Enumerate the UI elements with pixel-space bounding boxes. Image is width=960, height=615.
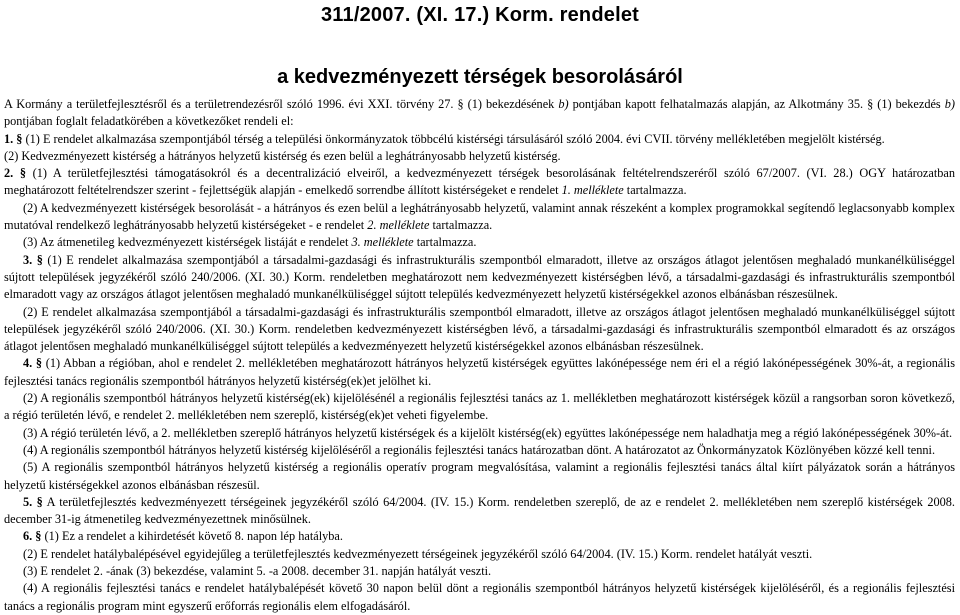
document-body bbox=[4, 96, 955, 615]
paragraph-text: tartalmazza. bbox=[432, 218, 493, 233]
section-6-paragraph-3 bbox=[4, 563, 955, 580]
paragraph-text: (5) A regionális szempontból hátrányos helyzetű kistérség a regionális operatív program megvalósítása, valamint a regionális fejlesztési tanács által kiírt pályázatok során a hátrányos helyzetű kistérségekkel azonos elbánásban részesül. bbox=[4, 460, 955, 492]
paragraph-text: (4) A regionális szempontból hátrányos helyzetű kistérség kijelöléséről a regionális fejlesztési tanács határozatban dönt. A határozatot az Önkormányzatok Közlönyében közzé kell tenni. bbox=[23, 442, 936, 457]
paragraph-text: (2) Kedvezményezett kistérség a hátrányos helyzetű kistérség és ezen belül a leghátrányosabb helyzetű kistérség. bbox=[4, 148, 561, 163]
paragraph-text: (4) A regionális fejlesztési tanács e rendelet hatálybalépését követő 30 napon belül dönt a regionális szempontból hátrányos helyzetű kistérségek kijelöléséről, és a regionális fejlesztési tanács a regionális program mint egyszerű erőforrás regionális elem elfogadásáról. bbox=[4, 581, 955, 613]
paragraph-text: (2) E rendelet hatálybalépésével egyidejűleg a területfejlesztés kedvezményezett térségeinek jegyzékéről szóló 64/2004. (IV. 15.) Korm. rendelet hatályát veszti. bbox=[23, 546, 813, 561]
section-1-paragraph-1 bbox=[4, 131, 955, 148]
section-2-paragraph-2 bbox=[4, 200, 955, 235]
section-5-paragraph-1 bbox=[4, 494, 955, 529]
paragraph-text: A területfejlesztés kedvezményezett térségeinek jegyzékéről szóló 64/2004. (IV. 15.) Korm. rendeletben szereplő, de az e rendelet 2. mellékletében nem szereplő kistérségek 2008. december 31-ig átmenetileg kedvezményezettnek minősülnek. bbox=[4, 494, 955, 527]
paragraph-text: (1) E rendelet alkalmazása szempontjából a társadalmi-gazdasági és infrastrukturális szempontból elmaradott, illetve az országos átlagot jelentősen meghaladó munkanélküliséggel sújtott települések jegyzékéről szóló 240/2006. (XI. 30.) Korm. rendeletben meghatározott nem kedvezményezett kistérségben lévő, a társadalmi-gazdasági és infrastrukturális szempontból elmaradott vagy az országos átlagot jelentősen meghaladó munkanélküliséggel sújtott település kedvezményezett helyzetű kistérségekkel azonos elbánásban részesülnek. bbox=[4, 252, 955, 302]
paragraph-text: tartalmazza. bbox=[626, 183, 687, 198]
paragraph-text: (1) Ez a rendelet a kihirdetését követő 8. napon lép hatályba. bbox=[44, 529, 343, 544]
annex-reference: 1. melléklete bbox=[561, 183, 624, 198]
section-6-paragraph-4 bbox=[4, 580, 955, 615]
preamble bbox=[4, 96, 955, 131]
paragraph-text: (3) E rendelet 2. -ának (3) bekezdése, valamint 5. -a 2008. december 31. napján hatályát veszti. bbox=[23, 564, 492, 579]
preamble-text: A Kormány a területfejlesztésről és a területrendezésről szóló 1996. évi XXI. törvény 27. § (1) bekezdésének bbox=[4, 97, 555, 111]
section-number: 3. § bbox=[23, 252, 43, 267]
annex-reference: 3. melléklete bbox=[351, 235, 414, 250]
section-4-paragraph-3 bbox=[4, 425, 955, 442]
paragraph-text: (1) E rendelet alkalmazása szempontjából térség a települési önkormányzatok többcélú kistérségi társulásáról szóló 2004. évi CVII. törvény mellékletében megjelölt kistérség. bbox=[25, 131, 885, 146]
section-1-paragraph-2 bbox=[4, 148, 955, 165]
section-4-paragraph-2 bbox=[4, 390, 955, 425]
section-4-paragraph-1 bbox=[4, 355, 955, 390]
annex-reference: 2. melléklete bbox=[367, 218, 430, 233]
section-3-paragraph-2 bbox=[4, 304, 955, 356]
preamble-point: b) bbox=[558, 97, 569, 111]
paragraph-text: (2) E rendelet alkalmazása szempontjából a társadalmi-gazdasági és infrastrukturális szempontból elmaradott, illetve az országos átlagot jelentősen meghaladó munkanélküliséggel sújtott települések jegyzékéről szóló 240/2006. (XI. 30.) Korm. rendeletben kedvezményezett kistérségben lévő, a társadalmi-gazdasági és infrastrukturális szempontból elmaradott és az országos átlagot jelentősen meghaladó munkanélküliséggel sújtott település a kedvezményezett helyzetű kistérségekkel azonos elbánásban részesülnek. bbox=[4, 304, 955, 354]
section-2-paragraph-1 bbox=[4, 165, 955, 200]
paragraph-text: (1) A területfejlesztési támogatásokról és a decentralizáció elveiről, a kedvezményezett térségek besorolásának feltételrendszeréről szóló 67/2007. (VI. 28.) OGY határozatban meghatározott feltételrendszer szerint - fejlettségük alapján - emelkedő sorrendbe állított kistérségeket e rendelet bbox=[4, 166, 955, 198]
paragraph-text: (1) Abban a régióban, ahol e rendelet 2. mellékletében meghatározott hátrányos helyzetű kistérségek együttes lakónépessége nem éri el a régió lakónépességének 30%-át, a regionális fejlesztési tanács regionális szempontból hátrányos helyzetű kistérség(ek)et jelölhet ki. bbox=[4, 356, 955, 388]
section-number: 4. § bbox=[23, 356, 43, 371]
section-4-paragraph-5 bbox=[4, 459, 955, 494]
document-subtitle: a kedvezményezett térségek besorolásáról bbox=[277, 66, 683, 88]
preamble-text: pontjában kapott felhatalmazás alapján, az Alkotmány 35. § (1) bekezdés bbox=[572, 97, 941, 111]
document-title: 311/2007. (XI. 17.) Korm. rendelet bbox=[320, 4, 640, 26]
section-number: 5. § bbox=[23, 494, 43, 509]
paragraph-text: tartalmazza. bbox=[416, 235, 477, 250]
preamble-point: b) bbox=[944, 97, 955, 111]
section-2-paragraph-3 bbox=[4, 234, 955, 251]
section-6-paragraph-1 bbox=[4, 528, 955, 545]
paragraph-text: (2) A kedvezményezett kistérségek besorolását - a hátrányos és ezen belül a leghátrányosabb helyzetű, valamint annak részeként a komplex programokkal segítendő leglacsonyabb komplex mutatóval rendelkező leghátrányosabb helyzetű kistérségeket - e rendelet bbox=[4, 200, 955, 233]
section-number: 1. § bbox=[4, 131, 23, 146]
section-number: 2. § bbox=[4, 166, 26, 181]
paragraph-text: (3) A régió területén lévő, a 2. mellékletben szereplő hátrányos helyzetű kistérségek és a kijelölt kistérség(ek) együttes lakónépessége nem haladhatja meg a régió lakónépességének 30%-át. bbox=[23, 425, 953, 440]
section-number: 6. § bbox=[23, 529, 42, 544]
paragraph-text: (3) Az átmenetileg kedvezményezett kistérségek listáját e rendelet bbox=[23, 235, 349, 250]
paragraph-text: (2) A regionális szempontból hátrányos helyzetű kistérség(ek) kijelölésénél a regionális fejlesztési tanács az 1. mellékletben meghatározott kistérségek közül a rangsorban soron következő, a régió területén lévő, e rendelet 2. mellékletében nem szereplő, kistérség(ek)et veheti figyelembe. bbox=[4, 391, 955, 423]
preamble-text: pontjában foglalt feladatkörében a következőket rendeli el: bbox=[4, 114, 294, 129]
section-6-paragraph-2 bbox=[4, 546, 955, 563]
section-4-paragraph-4 bbox=[4, 442, 955, 459]
section-3-paragraph-1 bbox=[4, 252, 955, 304]
